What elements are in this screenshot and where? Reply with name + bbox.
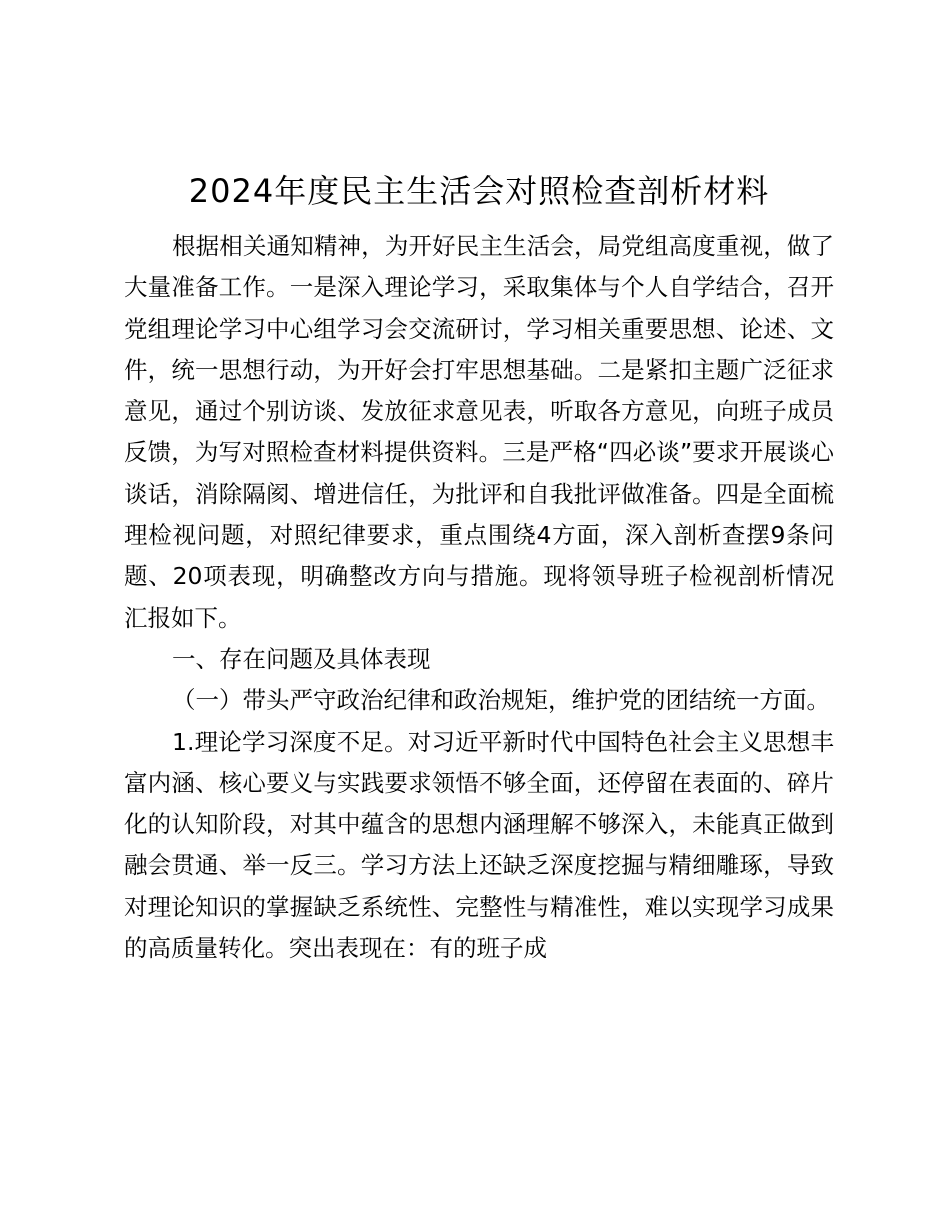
intro-paragraph: 根据相关通知精神，为开好民主生活会，局党组高度重视，做了大量准备工作。一是深入理论学习，采取集体与个人自学结合，召开党组理论学习中心组学习会交流研讨，学习相关重要思想、论述、文件，统一思想行动，为开好会打牢思想基础。二是紧扣主题广泛征求意见，通过个别访谈、发放征求意见表，听取各方意见，向班子成员反馈，为写对照检查材料提供资料。三是严格“四必谈”要求开展谈心谈话，消除隔阂、增进信任，为批评和自我批评做准备。四是全面梳理检视问题，对照纪律要求，重点围绕4方面，深入剖析查摆9条问题、20项表现，明确整改方向与措施。现将领导班子检视剖析情况汇报如下。	[124, 232, 834, 632]
section-heading: 一、存在问题及具体表现	[172, 644, 431, 673]
item-paragraph: 1.理论学习深度不足。对习近平新时代中国特色社会主义思想丰富内涵、核心要义与实践要求领悟不够全面，还停留在表面的、碎片化的认知阶段，对其中蕴含的思想内涵理解不够深入，未能真正做到融会贯通、举一反三。学习方法上还缺乏深度挖掘与精细雕琢，导致对理论知识的掌握缺乏系统性、完整性与精准性，难以实现学习成果的高质量转化。突出表现在：有的班子成	[124, 727, 834, 963]
document-page	[124, 168, 834, 969]
document-title: 2024年度民主生活会对照检查剖析材料	[188, 172, 770, 210]
subsection-heading: （一）带头严守政治纪律和政治规矩，维护党的团结统一方面。	[172, 686, 830, 715]
